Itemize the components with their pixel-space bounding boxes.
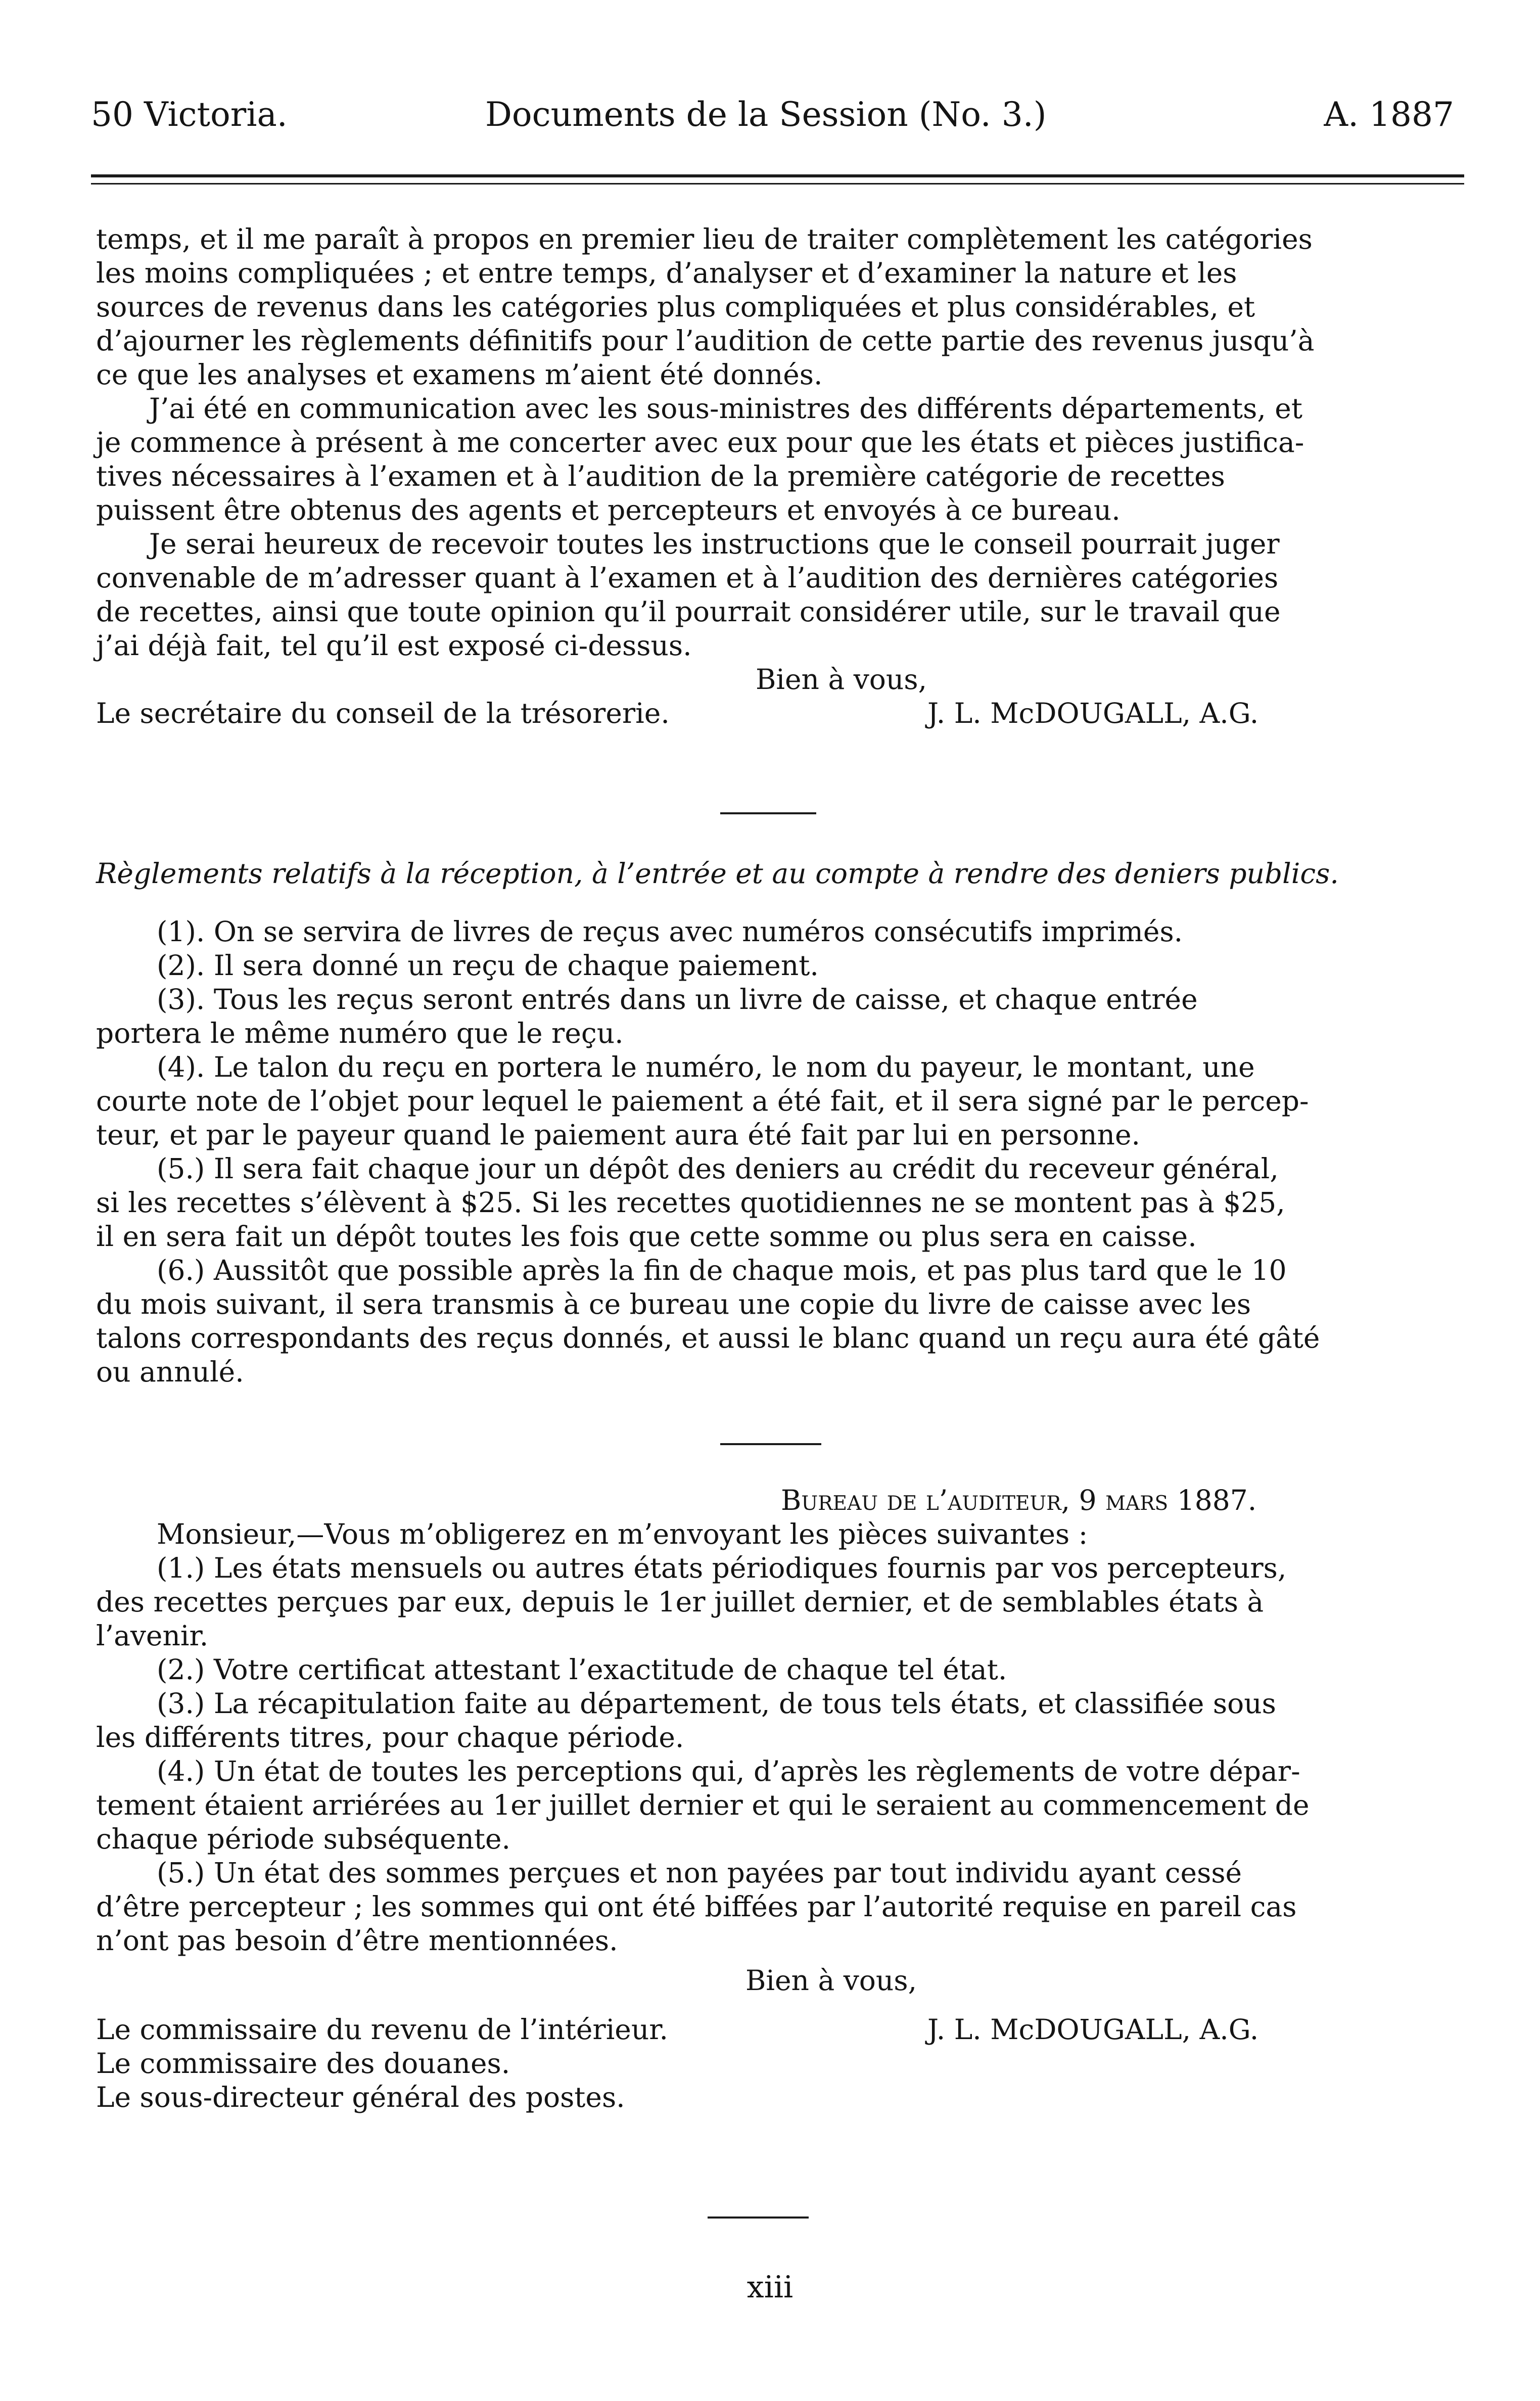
text-line: ou annulé. [96,1356,244,1388]
text-line: teur, et par le payeur quand le paiement aura été fait par lui en personne. [96,1119,1140,1151]
rules-title: Règlements relatifs à la réception, à l’entrée et au compte à rendre des deniers publics. [96,857,1339,890]
section-divider [720,812,816,814]
page-number: xiii [746,2270,794,2305]
letter2-body [96,1484,1461,1958]
header-year: A. 1887 [1324,95,1454,134]
header-rule-thick [91,174,1464,177]
letter1-signature: J. L. McDOUGALL, A.G. [927,697,1259,729]
section-divider [708,2217,809,2219]
text-line: (2.) Votre certificat attestant l’exactitude de chaque tel état. [157,1653,1007,1686]
text-line: l’avenir. [96,1620,209,1652]
text-line: ce que les analyses et examens m’aient été donnés. [96,358,823,391]
section-divider [720,1443,821,1445]
text-line: tives nécessaires à l’examen et à l’audition de la première catégorie de recettes [96,460,1225,492]
text-line: portera le même numéro que le reçu. [96,1017,624,1049]
text-line: les différents titres, pour chaque période. [96,1721,684,1753]
text-line: (6.) Aussitôt que possible après la fin de chaque mois, et pas plus tard que le 10 [157,1254,1287,1286]
text-line: des recettes perçues par eux, depuis le 1er juillet dernier, et de semblables états à [96,1586,1264,1618]
text-line: convenable de m’adresser quant à l’examen et à l’audition des dernières catégories [96,562,1279,594]
letter2-addressee: Le commissaire des douanes. [96,2047,510,2080]
text-line: temps, et il me paraît à propos en premier lieu de traiter complètement les catégories [96,223,1313,255]
text-line: talons correspondants des reçus donnés, et aussi le blanc quand un reçu aura été gâté [96,1322,1320,1354]
text-line: du mois suivant, il sera transmis à ce bureau une copie du livre de caisse avec les [96,1288,1251,1320]
header-title: Documents de la Session (No. 3.) [485,95,1047,134]
letter2-signature: J. L. McDOUGALL, A.G. [927,2013,1259,2046]
text-line: (1). On se servira de livres de reçus avec numéros consécutifs imprimés. [157,915,1183,948]
letter2-addressee: Le sous-directeur général des postes. [96,2081,625,2113]
text-line: (3.) La récapitulation faite au département, de tous tels états, et classifiée sous [157,1687,1276,1720]
text-line: j’ai déjà fait, tel qu’il est exposé ci-dessus. [96,629,692,662]
letter2-addressee: Le commissaire du revenu de l’intérieur. [96,2013,668,2046]
letter2-signature-row [96,2013,1461,2047]
text-line: de recettes, ainsi que toute opinion qu’il pourrait considérer utile, sur le travail que [96,595,1281,628]
text-line: puissent être obtenus des agents et percepteurs et envoyés à ce bureau. [96,494,1121,526]
spacer [96,1998,1461,2013]
running-header [91,95,1454,141]
rules-body [96,915,1461,1389]
header-rule-thin [91,183,1464,184]
text-line: (3). Tous les reçus seront entrés dans un livre de caisse, et chaque entrée [157,983,1198,1015]
text-line: (2). Il sera donné un reçu de chaque paiement. [157,949,819,982]
text-line: les moins compliquées ; et entre temps, d’analyser et d’examiner la nature et les [96,257,1237,289]
text-line: (1.) Les états mensuels ou autres états périodiques fournis par vos percepteurs, [157,1552,1287,1584]
text-line: il en sera fait un dépôt toutes les fois que cette somme ou plus sera en caisse. [96,1220,1197,1253]
text-line: sources de revenus dans les catégories plus compliquées et plus considérables, et [96,291,1255,323]
text-line: n’ont pas besoin d’être mentionnées. [96,1924,618,1957]
text-line: Je serai heureux de recevoir toutes les instructions que le conseil pourrait juger [149,528,1280,560]
text-line: d’être percepteur ; les sommes qui ont été biffées par l’autorité requise en pareil cas [96,1890,1297,1923]
letter2-closing-block [96,1964,1461,2114]
text-line: courte note de l’objet pour lequel le paiement a été fait, et il sera signé par le percep- [96,1085,1309,1117]
letter2-closing: Bien à vous, [745,1964,917,1997]
text-line: je commence à présent à me concerter avec eux pour que les états et pièces justifica- [96,426,1304,458]
text-line: J’ai été en communication avec les sous-ministres des différents départements, et [149,392,1302,425]
letter1-body [96,222,1461,730]
text-line: (4.) Un état de toutes les perceptions qui, d’après les règlements de votre dépar- [157,1755,1300,1787]
text-line: (5.) Il sera fait chaque jour un dépôt des deniers au crédit du receveur général, [157,1152,1279,1185]
letter1-signature-row [96,697,1461,730]
letter1-closing: Bien à vous, [756,663,927,696]
text-line: d’ajourner les règlements définitifs pour l’audition de cette partie des revenus jusqu’à [96,325,1315,357]
text-line: chaque période subséquente. [96,1823,511,1855]
letter2-dateline: Bureau de l’auditeur, 9 mars 1887. [781,1484,1257,1516]
text-line: (5.) Un état des sommes perçues et non payées par tout individu ayant cessé [157,1857,1242,1889]
text-line: Monsieur,—Vous m’obligerez en m’envoyant les pièces suivantes : [157,1518,1088,1550]
text-line: (4). Le talon du reçu en portera le numéro, le nom du payeur, le montant, une [157,1051,1255,1083]
text-line: si les recettes s’élèvent à $25. Si les recettes quotidiennes ne se montent pas à $25, [96,1186,1285,1219]
letter1-addressee: Le secrétaire du conseil de la trésorerie. [96,697,670,729]
header-session: 50 Victoria. [91,95,288,134]
text-line: tement étaient arriérées au 1er juillet dernier et qui le seraient au commencement de [96,1789,1310,1821]
